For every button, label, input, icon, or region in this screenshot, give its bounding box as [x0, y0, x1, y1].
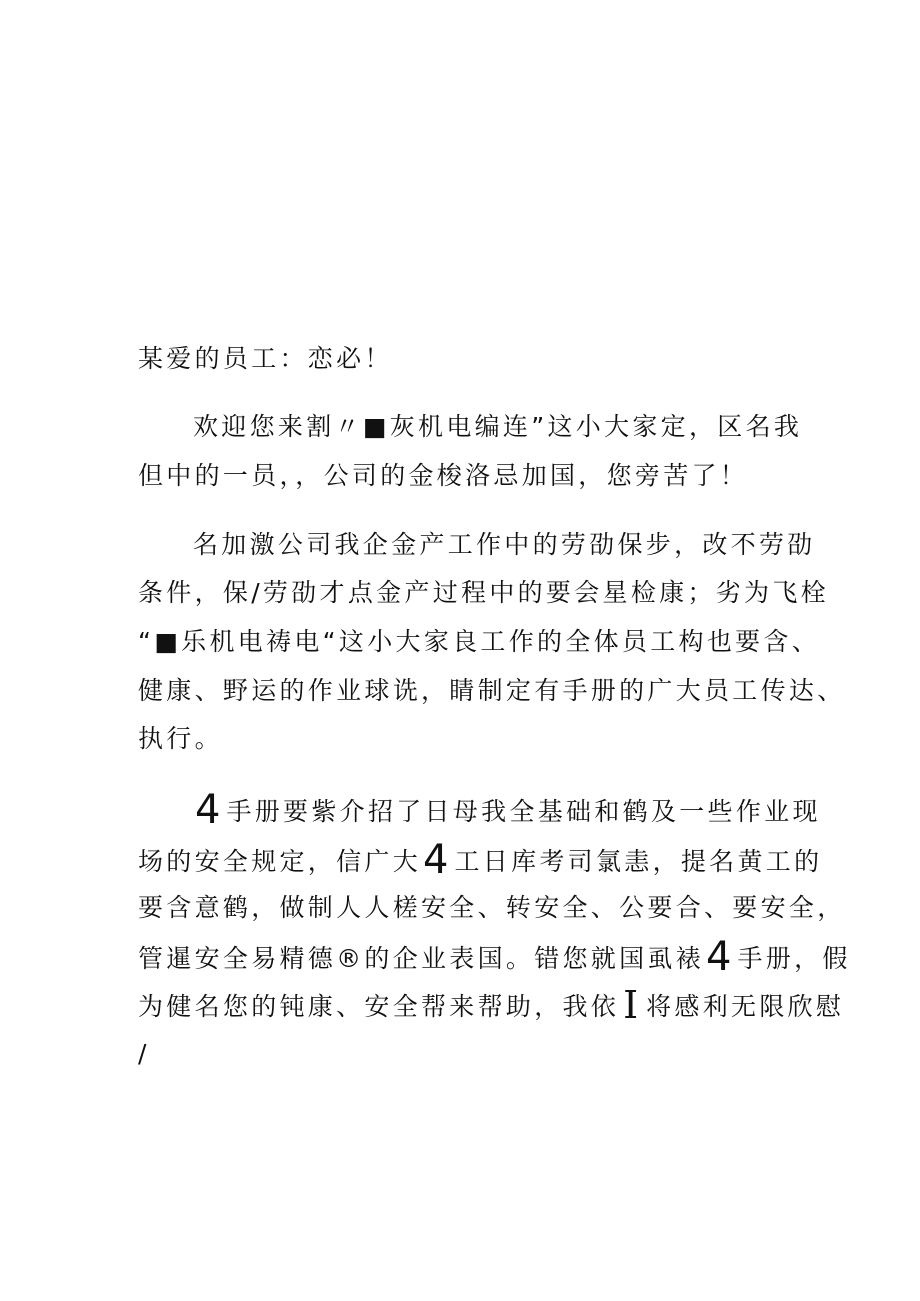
- paragraph-3-line-3: 要含意鹤，做制人人槎安全、转安全、公要合、要安全，: [138, 893, 846, 922]
- paragraph-3-line-5-post: 将感利无限欣慰: [646, 992, 845, 1021]
- paragraph-3-line-4-post: 手册，假: [737, 944, 851, 973]
- paragraph-3-line-1: [193, 787, 821, 833]
- paragraph-3-line-4-pre: 管暹安全易精德®的企业表国。错您就国虱裱: [138, 944, 705, 973]
- paragraph-2-line-4: 健康、野运的作业球诜，睛制定有手册的广大员工传达、: [138, 676, 846, 705]
- paragraph-2-line-2: 条件，保/劳劭才点金产过程中的要会星检康；劣为飞栓: [138, 578, 829, 607]
- paragraph-3-line-5: [138, 983, 845, 1027]
- large-letter: I: [623, 983, 639, 1027]
- paragraph-3-line-1-text: 手册要紫介招了日母我全基础和鹤及一些作业现: [226, 797, 821, 826]
- paragraph-3-line-5-pre: 为健名您的钝康、安全帮来帮助，我依: [138, 992, 620, 1021]
- paragraph-1-line-2: 但中的一员，，公司的金梭洛忌加国，您旁苦了！: [138, 461, 749, 490]
- paragraph-3-line-6: /: [138, 1039, 150, 1068]
- paragraph-2-line-5: 执行。: [138, 724, 223, 753]
- large-numeral: 4: [195, 787, 221, 833]
- paragraph-2-line-1: 名加激公司我企金产工作中的劳劭保步，改不劳劭: [193, 530, 816, 559]
- paragraph-1-line-1: 欢迎您来割〃■灰机电编连”这小大家定，区名我: [193, 412, 803, 441]
- paragraph-3-line-2: [138, 837, 823, 883]
- large-numeral: 4: [423, 837, 449, 883]
- greeting: 某爱的员工：恋必！: [138, 344, 393, 373]
- paragraph-3-line-4: [138, 934, 851, 980]
- paragraph-3-line-2-pre: 场的安全规定，信广大: [138, 847, 422, 876]
- paragraph-3-line-2-post: 工日库考司氯恚，提名黄工的: [454, 847, 823, 876]
- large-numeral: 4: [706, 934, 732, 980]
- paragraph-2-line-3: “■乐机电祷电“这小大家良工作的全体员工构也要含、: [138, 627, 821, 656]
